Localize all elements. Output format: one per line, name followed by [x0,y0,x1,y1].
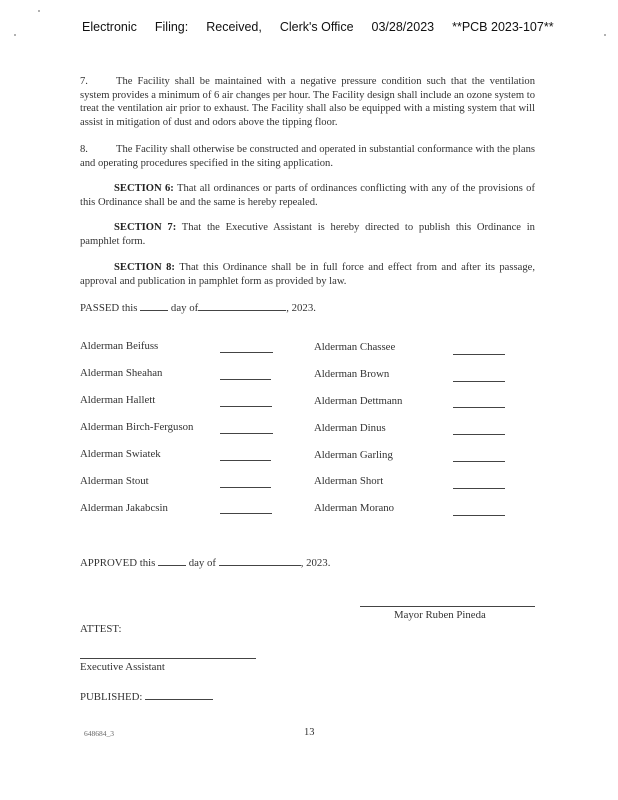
section-heading: SECTION 6: [114,183,174,194]
attest-label: ATTEST: [80,623,122,635]
section-6 [80,182,535,209]
page-number: 13 [304,727,315,738]
alderman-name: Alderman Hallett [80,394,156,406]
header-electronic: Electronic [82,20,137,34]
vote-line [453,381,505,382]
alderman-name: Alderman Sheahan [80,367,163,379]
vote-line [220,487,271,488]
condition-item-8 [80,143,535,170]
item-text: The Facility shall otherwise be constructed and operated in substantial conformance with the plans and operating procedures specified in the siting application. [80,144,535,169]
section-heading: SECTION 8: [114,262,175,273]
item-text: The Facility shall be maintained with a negative pressure condition such that the ventilation system provides a minimum of 6 air changes per hour. The Facility design shall include an ozone system to treat the ventilation air prior to exhaust. The Facility shall also be equipped with a misting system that will assist in mitigation of dust and odors above the tipping floor. [80,76,535,128]
alderman-name: Alderman Chassee [314,341,396,353]
attest-signature-line [80,658,256,659]
executive-assistant-label: Executive Assistant [80,661,165,673]
section-text: That the Executive Assistant is hereby directed to publish this Ordinance in pamphlet form. [80,222,535,247]
mayor-signature-line [360,606,535,607]
scan-speck [604,34,606,36]
section-heading: SECTION 7: [114,222,177,233]
approved-middle: day of [188,557,216,569]
header-date: 03/28/2023 [371,20,435,34]
alderman-name: Alderman Morano [314,502,395,514]
alderman-name: Alderman Garling [314,449,393,461]
alderman-name: Alderman Swiatek [80,448,161,460]
header-status: Received, [206,20,262,34]
approved-suffix: , 2023. [300,557,331,569]
vote-line [453,488,505,489]
condition-item-7 [80,75,535,129]
published-blank [145,689,213,700]
alderman-name: Alderman Dinus [314,422,386,434]
scan-speck [38,10,40,12]
header-filing: Filing: [154,20,189,34]
section-text: That this Ordinance shall be in full force and effect from and after its passage, approval and publication in pamphlet form as provided by law. [80,262,535,287]
alderman-name: Alderman Dettmann [314,395,403,407]
vote-line [220,379,271,380]
approved-prefix: APPROVED this [80,557,156,569]
item-number: 7. [80,76,88,87]
published-line [80,689,213,703]
alderman-name: Alderman Stout [80,475,149,487]
vote-line [453,461,505,462]
published-label: PUBLISHED: [80,691,143,703]
vote-line [453,407,505,408]
header-office: Clerk's Office [279,20,354,34]
alderman-name: Alderman Birch-Ferguson [80,421,194,433]
vote-line [453,434,505,435]
section-7 [80,221,535,248]
vote-line [453,515,505,516]
vote-line [220,352,273,353]
mayor-name: Mayor Ruben Pineda [394,609,486,621]
approved-month-blank [219,555,301,566]
vote-line [220,433,273,434]
vote-line [220,460,271,461]
approved-day-blank [158,555,186,566]
header-docket: **PCB 2023-107** [452,20,554,34]
passed-prefix: PASSED this [80,302,138,314]
section-text: That all ordinances or parts of ordinances conflicting with any of the provisions of this Ordinance shall be and the same is hereby repealed. [80,183,535,208]
document-id: 648684_3 [84,729,114,738]
alderman-name: Alderman Brown [314,368,390,380]
item-number: 8. [80,144,88,155]
scan-speck [14,34,16,36]
vote-line [220,513,272,514]
alderman-name: Alderman Beifuss [80,340,159,352]
passed-line [80,300,316,314]
alderman-name: Alderman Short [314,475,384,487]
vote-line [453,354,505,355]
passed-month-blank [198,300,286,311]
filing-header [82,20,582,34]
section-8 [80,261,535,288]
passed-day-blank [140,300,168,311]
approved-line [80,555,330,569]
alderman-name: Alderman Jakabcsin [80,502,168,514]
passed-middle: day of [170,302,199,314]
vote-line [220,406,272,407]
passed-suffix: , 2023. [286,302,316,314]
